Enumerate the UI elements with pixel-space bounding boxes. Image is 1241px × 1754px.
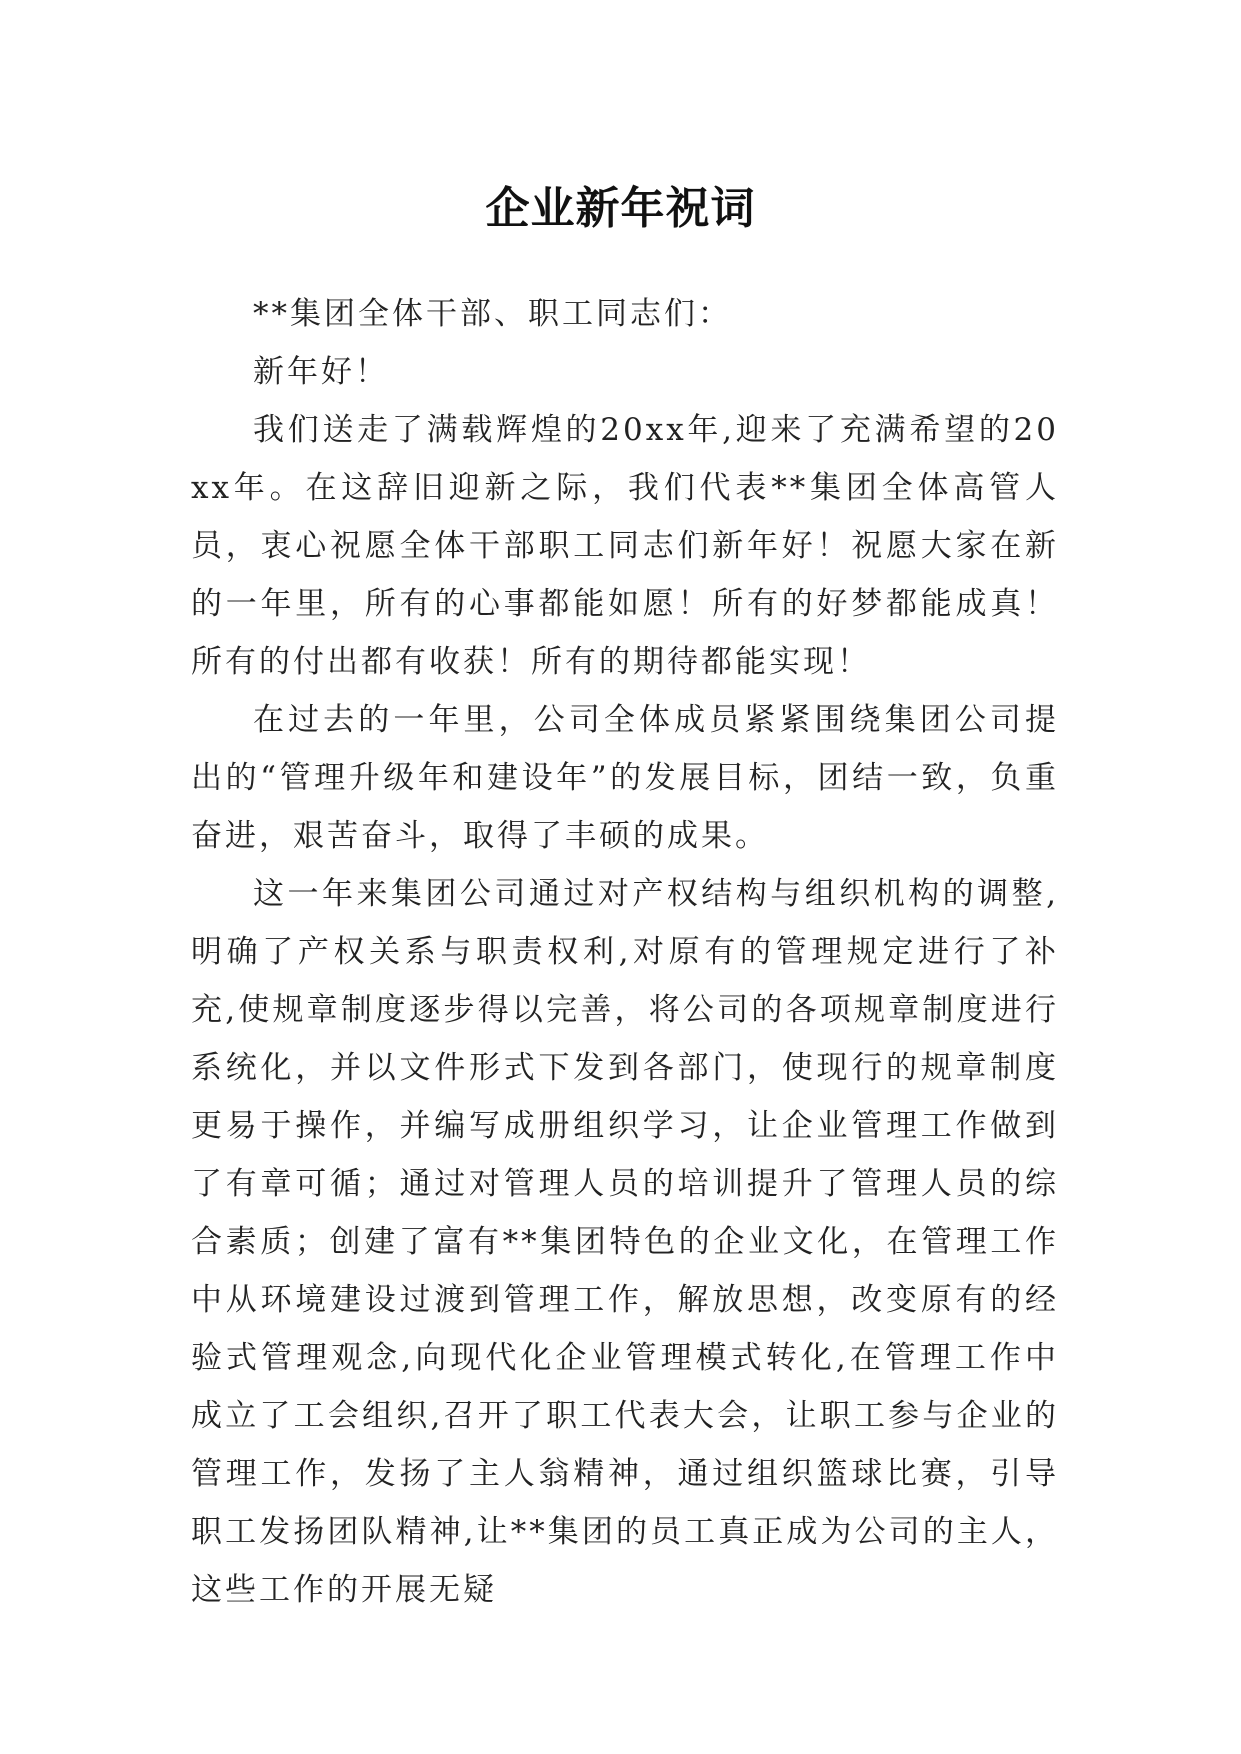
greeting-paragraph: 新年好！: [253, 354, 389, 390]
salutation-paragraph: **集团全体干部、职工同志们：: [253, 296, 732, 332]
body-paragraph-achievements: 在过去的一年里，公司全体成员紧紧围绕集团公司提出的“管理升级年和建设年”的发展目标，团结一致，负重奋进，艰苦奋斗，取得了丰硕的成果。: [191, 702, 1059, 854]
document-title: 企业新年祝词: [485, 183, 756, 235]
document-body: [191, 285, 1059, 1619]
body-paragraph-management: 这一年来集团公司通过对产权结构与组织机构的调整,明确了产权关系与职责权利,对原有的管理规定进行了补充,使规章制度逐步得以完善，将公司的各项规章制度进行系统化，并以文件形式下发到各部门，使现行的规章制度更易于操作，并编写成册组织学习，让企业管理工作做到了有章可循；通过对管理人员的培训提升了管理人员的综合素质；创建了富有**集团特色的企业文化，在管理工作中从环境建设过渡到管理工作，解放思想，改变原有的经验式管理观念,向现代化企业管理模式转化,在管理工作中成立了工会组织,召开了职工代表大会，让职工参与企业的管理工作，发扬了主人翁精神，通过组织篮球比赛，引导职工发扬团队精神,让**集团的员工真正成为公司的主人，这些工作的开展无疑: [191, 876, 1059, 1608]
body-paragraph-wishes: 我们送走了满载辉煌的20xx年,迎来了充满希望的20xx年。在这辞旧迎新之际，我们代表**集团全体高管人员，衷心祝愿全体干部职工同志们新年好！祝愿大家在新的一年里，所有的心事都能如愿！所有的好梦都能成真！所有的付出都有收获！所有的期待都能实现！: [191, 412, 1059, 680]
